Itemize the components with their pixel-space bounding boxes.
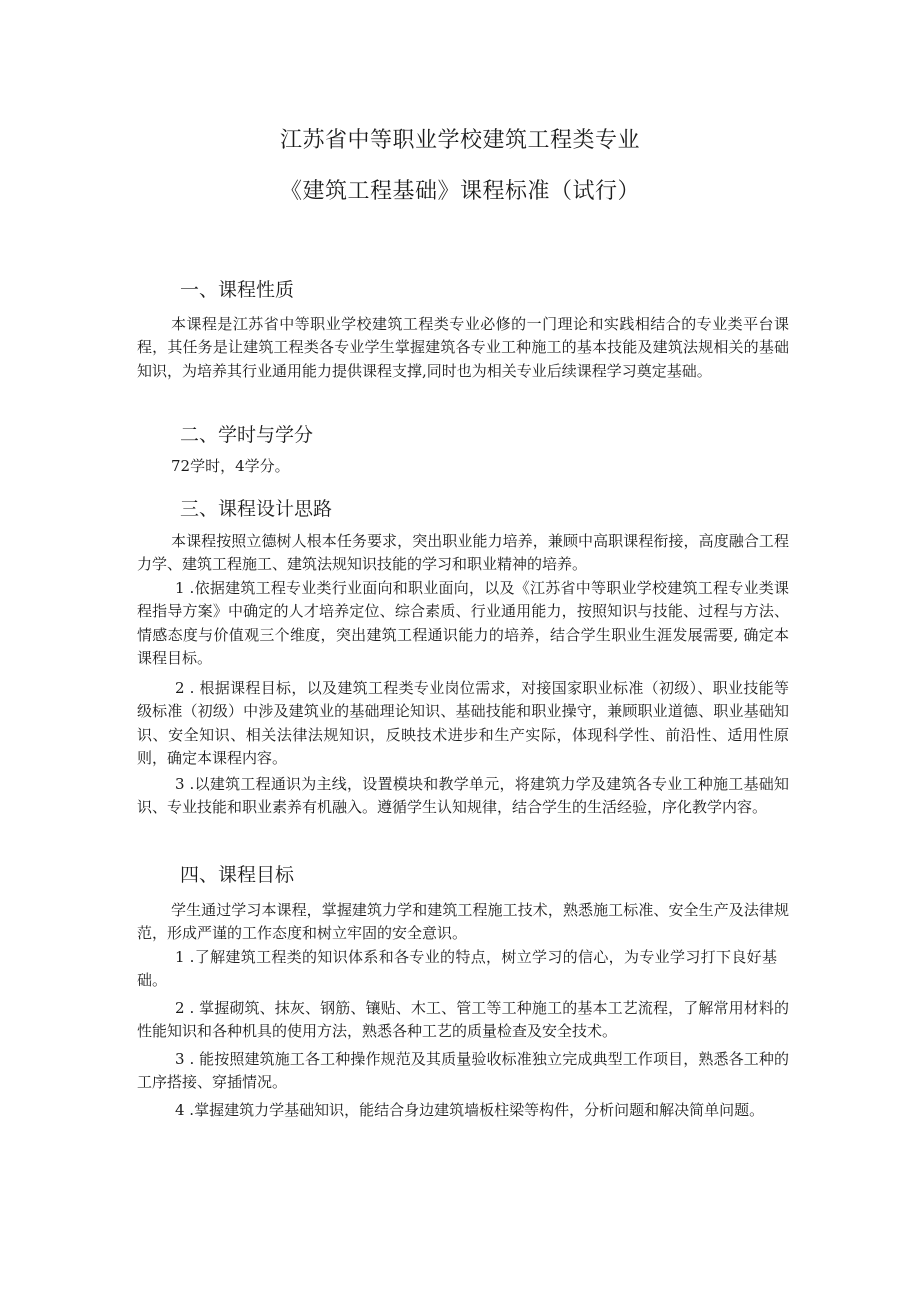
paragraph-course-nature: 本课程是江苏省中等职业学校建筑工程类专业必修的一门理论和实践相结合的专业类平台课程，其任务是让建筑工程类各专业学生掌握建筑各专业工种施工的基本技能及建筑法规相关的基础知识，为培养其行业通用能力提供课程支撑,同时也为相关专业后续课程学习奠定基础。: [137, 315, 789, 380]
paragraph-design-intro: 本课程按照立德树人根本任务要求，突出职业能力培养，兼顾中高职课程衔接，高度融合工程力学、建筑工程施工、建筑法规知识技能的学习和职业精神的培养。: [137, 532, 789, 574]
paragraph-design-item-1: 1 .依据建筑工程专业类行业面向和职业面向，以及《江苏省中等职业学校建筑工程专业类课程指导方案》中确定的人才培养定位、综合素质、行业通用能力，按照知识与技能、过程与方法、情感态度与价值观三个维度，突出建筑工程通识能力的培养，结合学生职业生涯发展需要, 确定本课程目标。: [137, 579, 789, 668]
paragraph-design-item-3: 3 .以建筑工程通识为主线，设置模块和教学单元，将建筑力学及建筑各专业工种施工基础知识、专业技能和职业素养有机融入。遵循学生认知规律，结合学生的生活经验，序化教学内容。: [137, 775, 789, 817]
document-title-line-1: 江苏省中等职业学校建筑工程类专业: [279, 128, 640, 153]
paragraph-objective-3: 3 . 能按照建筑施工各工种操作规范及其质量验收标准独立完成典型工作项目，熟悉各工种的工序搭接、穿插情况。: [137, 1050, 789, 1092]
document-title-line-2: 《建筑工程基础》课程标准（试行）: [279, 179, 640, 204]
paragraph-hours-credits: 72学时，4学分。: [171, 457, 290, 475]
paragraph-objectives-intro: 学生通过学习本课程，掌握建筑力学和建筑工程施工技术，熟悉施工标准、安全生产及法律规范，形成严谨的工作态度和树立牢固的安全意识。: [137, 901, 789, 943]
section-heading-objectives: 四、课程目标: [180, 864, 295, 886]
section-heading-design-ideas: 三、课程设计思路: [180, 498, 333, 520]
section-heading-hours-credits: 二、学时与学分: [180, 424, 314, 446]
paragraph-objective-2: 2 . 掌握砌筑、抹灰、钢筋、镶贴、木工、管工等工种施工的基本工艺流程，了解常用材料的性能知识和各种机具的使用方法，熟悉各种工艺的质量检查及安全技术。: [137, 999, 789, 1041]
paragraph-objective-4: 4 .掌握建筑力学基础知识，能结合身边建筑墙板柱梁等构件，分析问题和解决简单问题。: [175, 1101, 765, 1119]
section-heading-nature: 一、课程性质: [180, 279, 295, 301]
paragraph-design-item-2: 2 . 根据课程目标，以及建筑工程类专业岗位需求，对接国家职业标准（初级）、职业技能等级标准（初级）中涉及建筑业的基础理论知识、基础技能和职业操守，兼顾职业道德、职业基础知识、安全知识、相关法律法规知识，反映技术进步和生产实际，体现科学性、前沿性、适用性原则，确定本课程内容。: [137, 679, 789, 768]
paragraph-objective-1: 1 .了解建筑工程类的知识体系和各专业的特点，树立学习的信心，为专业学习打下良好基础。: [137, 948, 777, 990]
